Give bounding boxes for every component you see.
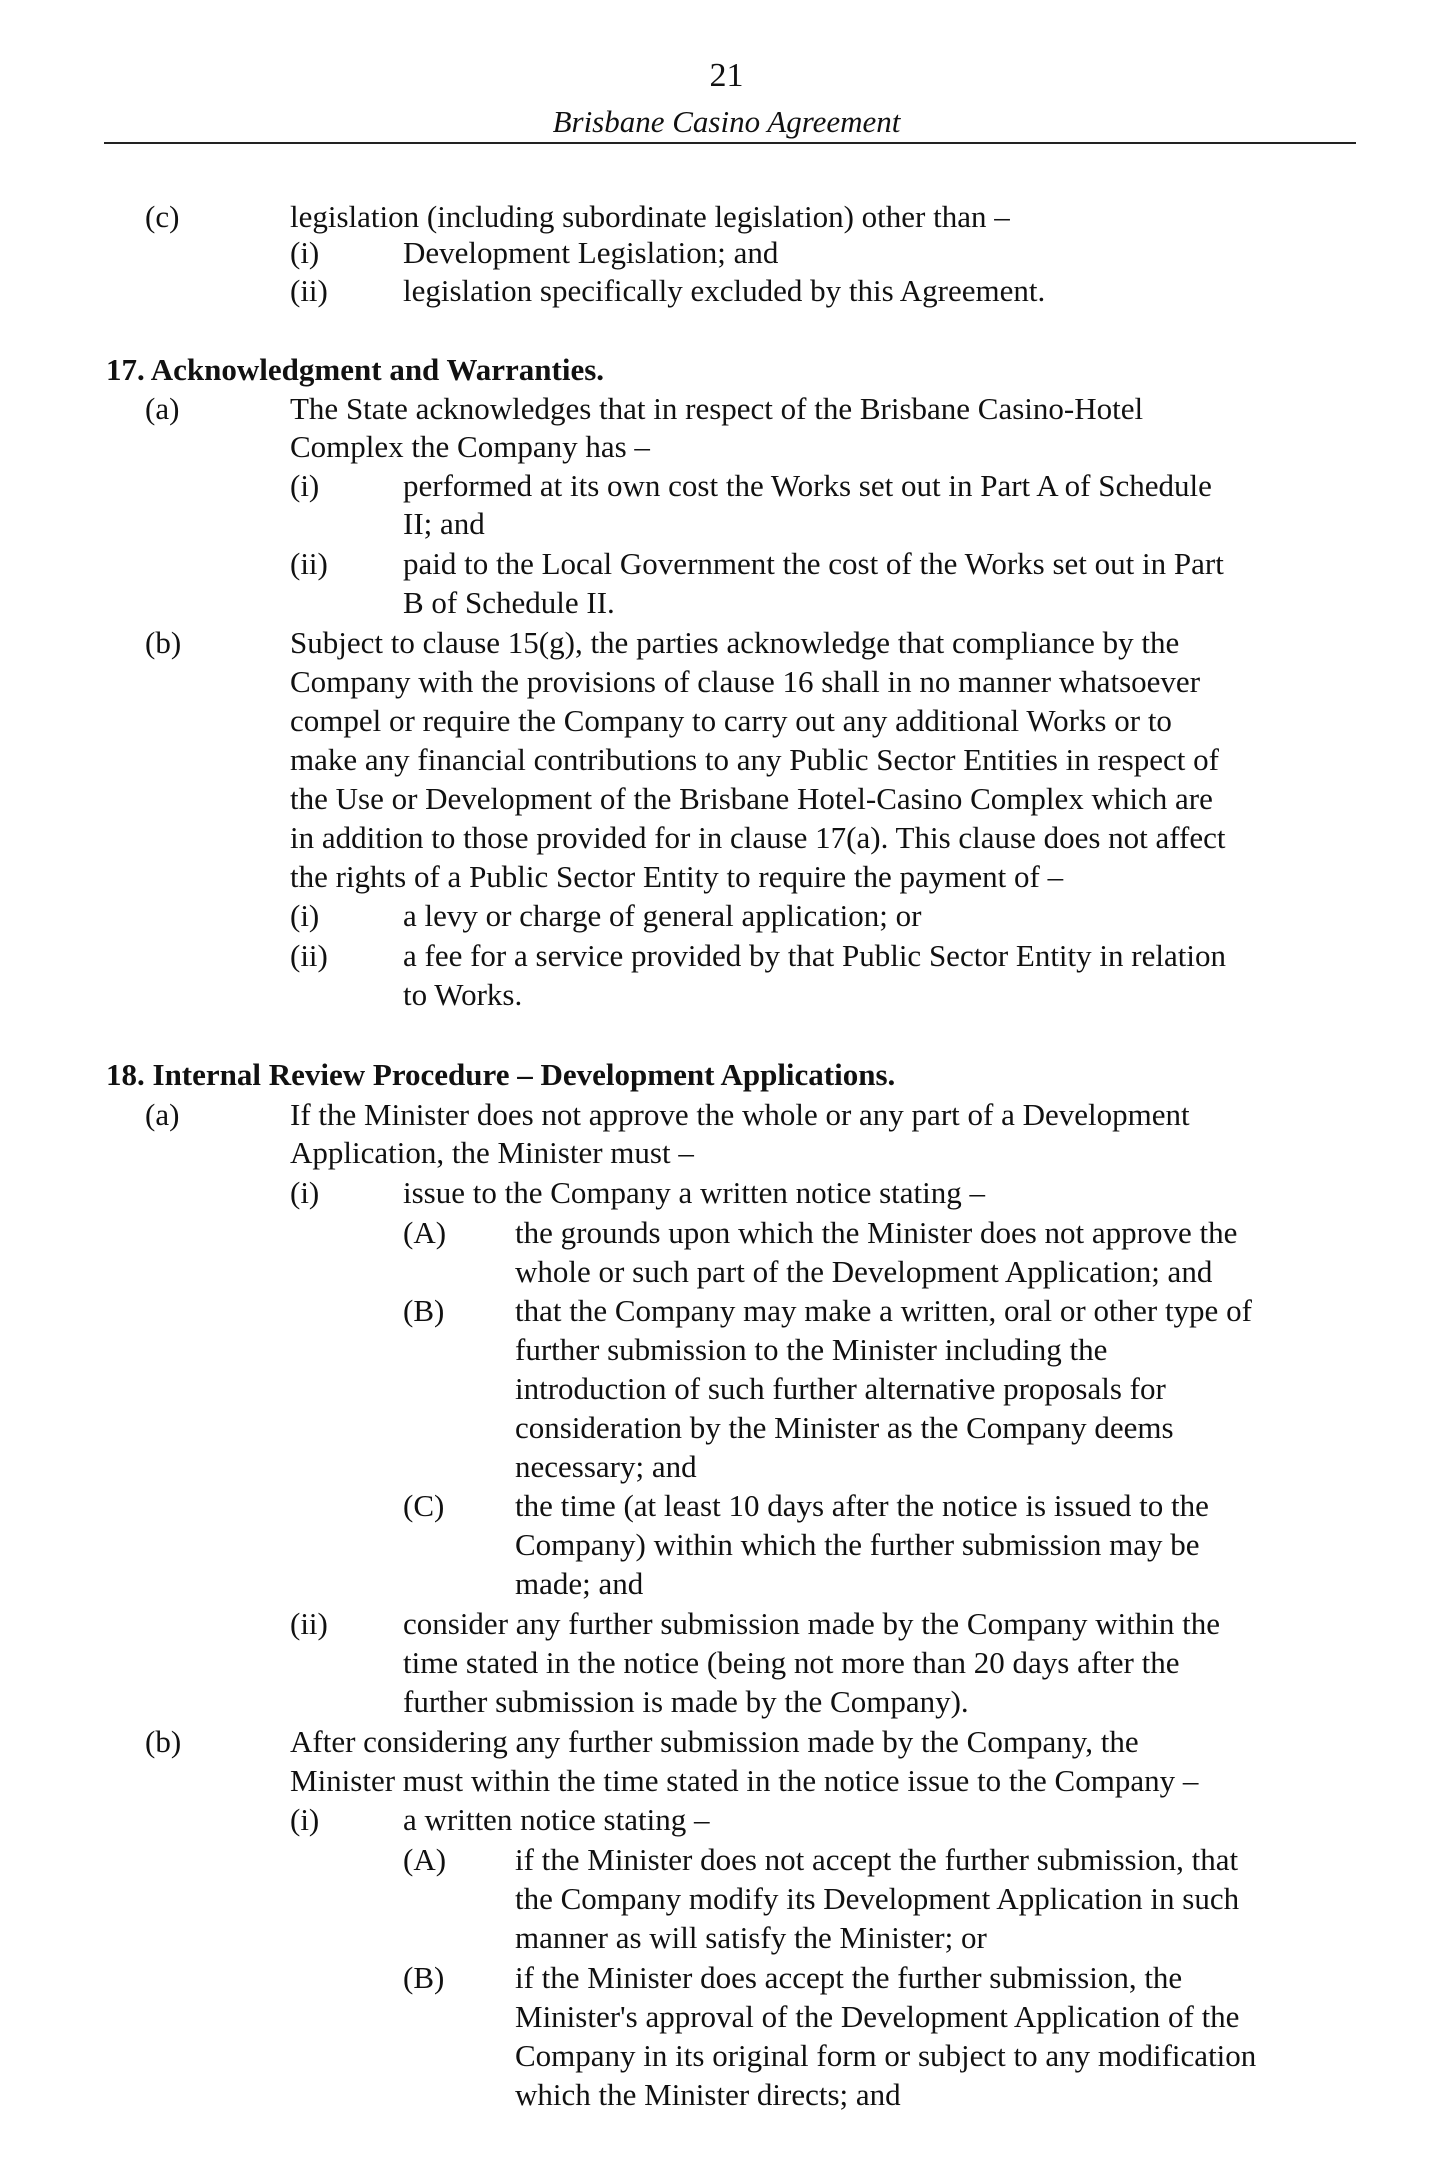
body-line: the Company modify its Development Application in such bbox=[515, 1881, 1240, 1916]
item-label: (ii) bbox=[290, 273, 328, 308]
body-line: further submission is made by the Company). bbox=[403, 1684, 969, 1719]
item-label: (i) bbox=[290, 1802, 320, 1837]
body-line: B of Schedule II. bbox=[403, 585, 615, 620]
body-line: Subject to clause 15(g), the parties acknowledge that compliance by the bbox=[290, 625, 1180, 660]
page-number: 21 bbox=[709, 57, 744, 94]
body-line: a levy or charge of general application; or bbox=[403, 898, 922, 933]
body-line: whole or such part of the Development Application; and bbox=[515, 1254, 1213, 1289]
item-label: (A) bbox=[403, 1842, 447, 1877]
section-heading-17: 17. Acknowledgment and Warranties. bbox=[106, 352, 605, 387]
body-line: Complex the Company has – bbox=[290, 429, 650, 464]
item-label: (ii) bbox=[290, 938, 328, 973]
body-line: manner as will satisfy the Minister; or bbox=[515, 1920, 987, 1955]
running-header-title: Brisbane Casino Agreement bbox=[552, 104, 901, 139]
item-label: (i) bbox=[290, 468, 320, 503]
body-line: After considering any further submission made by the Company, the bbox=[290, 1724, 1139, 1759]
item-label: (a) bbox=[145, 391, 180, 426]
section-heading-18: 18. Internal Review Procedure – Development Applications. bbox=[106, 1057, 896, 1092]
body-line: the Use or Development of the Brisbane Hotel-Casino Complex which are bbox=[290, 781, 1213, 816]
item-label: (A) bbox=[403, 1215, 447, 1250]
item-label: (b) bbox=[145, 625, 182, 660]
body-line: time stated in the notice (being not more than 20 days after the bbox=[403, 1645, 1180, 1680]
body-line: a written notice stating – bbox=[403, 1802, 710, 1837]
body-line: Company in its original form or subject to any modification bbox=[515, 2038, 1257, 2073]
item-label: (ii) bbox=[290, 1606, 328, 1641]
body-line: Minister must within the time stated in the notice issue to the Company – bbox=[290, 1763, 1199, 1798]
body-line: that the Company may make a written, oral or other type of bbox=[515, 1293, 1252, 1328]
body-line: made; and bbox=[515, 1566, 644, 1601]
item-label: (b) bbox=[145, 1724, 182, 1759]
body-line: if the Minister does accept the further submission, the bbox=[515, 1960, 1183, 1995]
item-label: (c) bbox=[145, 199, 180, 234]
body-line: in addition to those provided for in clause 17(a). This clause does not affect bbox=[290, 820, 1226, 855]
body-line: paid to the Local Government the cost of the Works set out in Part bbox=[403, 546, 1224, 581]
body-line: a fee for a service provided by that Public Sector Entity in relation bbox=[403, 938, 1226, 973]
body-line: consideration by the Minister as the Company deems bbox=[515, 1410, 1174, 1445]
body-line: make any financial contributions to any Public Sector Entities in respect of bbox=[290, 742, 1219, 777]
body-line: consider any further submission made by the Company within the bbox=[403, 1606, 1221, 1641]
body-line: legislation specifically excluded by this Agreement. bbox=[403, 273, 1046, 308]
body-line: to Works. bbox=[403, 977, 523, 1012]
body-line: if the Minister does not accept the further submission, that bbox=[515, 1842, 1239, 1877]
body-line: If the Minister does not approve the whole or any part of a Development bbox=[290, 1097, 1190, 1132]
body-line: Development Legislation; and bbox=[403, 235, 779, 270]
item-label: (C) bbox=[403, 1488, 445, 1523]
body-line: the time (at least 10 days after the notice is issued to the bbox=[515, 1488, 1209, 1523]
item-label: (i) bbox=[290, 898, 320, 933]
body-line: the grounds upon which the Minister does not approve the bbox=[515, 1215, 1238, 1250]
item-label: (i) bbox=[290, 235, 320, 270]
body-line: Minister's approval of the Development Application of the bbox=[515, 1999, 1240, 2034]
header-rule bbox=[104, 142, 1356, 144]
body-line: legislation (including subordinate legislation) other than – bbox=[290, 199, 1010, 234]
body-line: necessary; and bbox=[515, 1449, 697, 1484]
item-label: (a) bbox=[145, 1097, 180, 1132]
item-label: (ii) bbox=[290, 546, 328, 581]
body-line: which the Minister directs; and bbox=[515, 2077, 901, 2112]
body-line: performed at its own cost the Works set out in Part A of Schedule bbox=[403, 468, 1212, 503]
body-line: II; and bbox=[403, 506, 485, 541]
body-line: introduction of such further alternative proposals for bbox=[515, 1371, 1166, 1406]
body-line: further submission to the Minister including the bbox=[515, 1332, 1108, 1367]
item-label: (B) bbox=[403, 1960, 445, 1995]
body-line: The State acknowledges that in respect of the Brisbane Casino-Hotel bbox=[290, 391, 1144, 426]
body-line: compel or require the Company to carry out any additional Works or to bbox=[290, 703, 1172, 738]
body-line: Application, the Minister must – bbox=[290, 1135, 694, 1170]
body-line: issue to the Company a written notice stating – bbox=[403, 1175, 986, 1210]
item-label: (i) bbox=[290, 1175, 320, 1210]
item-label: (B) bbox=[403, 1293, 445, 1328]
body-line: Company with the provisions of clause 16 shall in no manner whatsoever bbox=[290, 664, 1201, 699]
body-line: the rights of a Public Sector Entity to require the payment of – bbox=[290, 859, 1064, 894]
body-line: Company) within which the further submission may be bbox=[515, 1527, 1200, 1562]
